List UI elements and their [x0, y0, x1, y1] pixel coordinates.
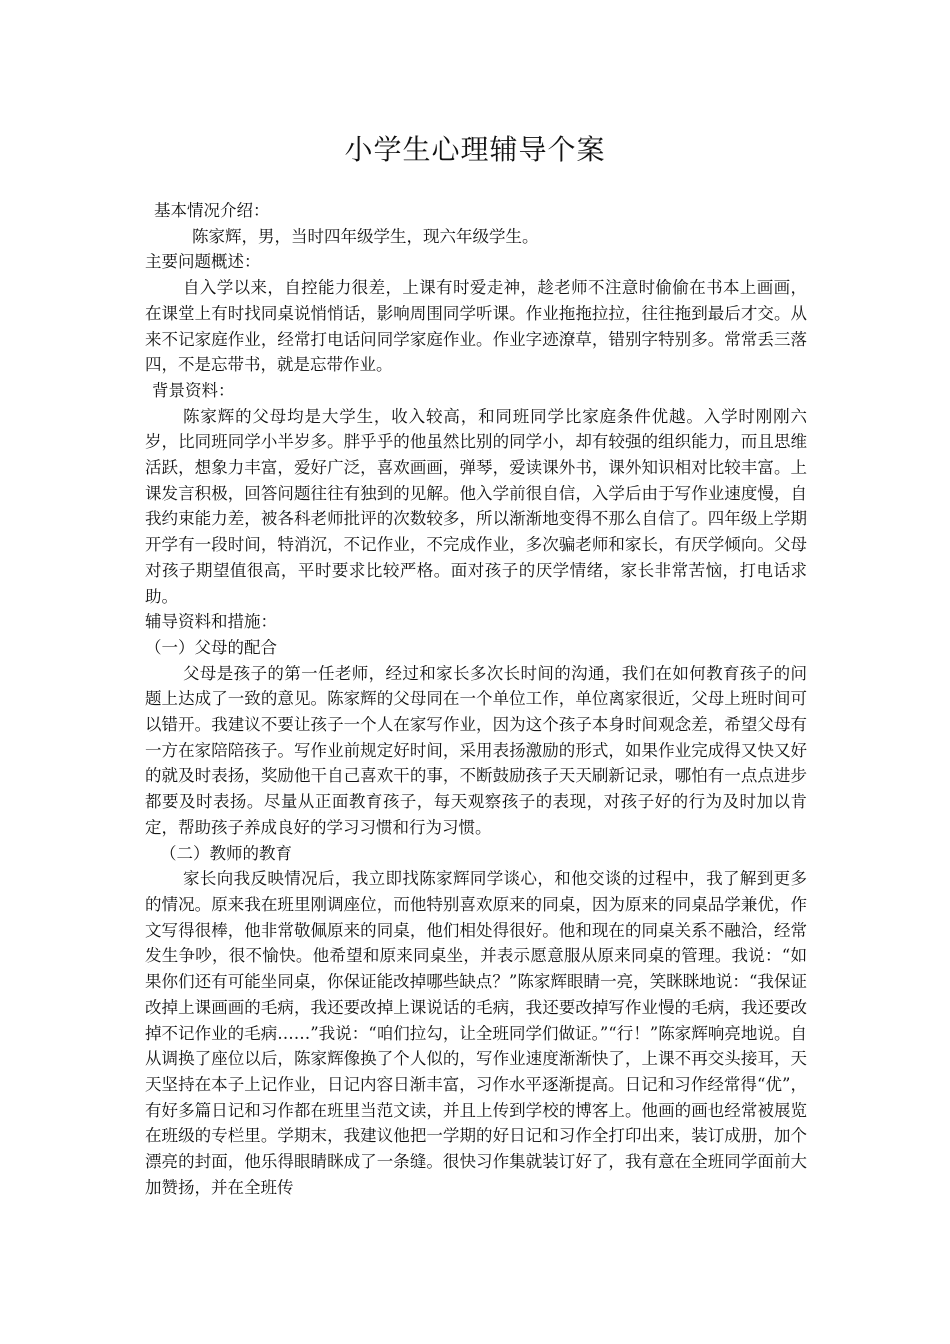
problem-paragraph: 自入学以来，自控能力很差，上课有时爱走神，趁老师不注意时偷偷在书本上画画，在课堂上有时找同桌说悄悄话，影响周围同学听课。作业拖拖拉拉，往往拖到最后才交。从来不记家庭作业，经常打电话问同学家庭作业。作业字迹潦草，错别字特别多。常常丢三落四，不是忘带书，就是忘带作业。: [145, 278, 807, 375]
section1-heading: （一）父母的配合: [145, 637, 277, 657]
background-heading: 背景资料：: [152, 380, 235, 400]
document-title: 小学生心理辅导个案: [344, 133, 606, 166]
background-paragraph: 陈家辉的父母均是大学生，收入较高，和同班同学比家庭条件优越。入学时刚刚六岁，比同班同学小半岁多。胖乎乎的他虽然比别的同学小，却有较强的组织能力，而且思维活跃，想象力丰富，爱好广泛，喜欢画画，弹琴，爱读课外书，课外知识相对比较丰富。上课发言积极，回答问题往往有独到的见解。他入学前很自信，入学后由于写作业速度慢，自我约束能力差，被各科老师批评的次数较多，所以渐渐地变得不那么自信了。四年级上学期开学有一段时间，特消沉，不记作业，不完成作业，多次骗老师和家长，有厌学倾向。父母对孩子期望值很高，平时要求比较严格。面对孩子的厌学情绪，家长非常苦恼，打电话求助。: [145, 406, 807, 606]
document-body: [145, 198, 807, 1200]
problem-heading: 主要问题概述：: [145, 252, 261, 272]
measures-heading: 辅导资料和措施：: [145, 612, 277, 632]
section2-paragraph: 家长向我反映情况后，我立即找陈家辉同学谈心，和他交谈的过程中，我了解到更多的情况。原来我在班里刚调座位，而他特别喜欢原来的同桌，因为原来的同桌品学兼优，作文写得很棒，他非常敬佩原来的同桌，他们相处得很好。他和现在的同桌关系不融洽，经常发生争吵，很不愉快。他希望和原来同桌坐，并表示愿意服从原来同桌的管理。我说：“如果你们还有可能坐同桌，你保证能改掉哪些缺点？”陈家辉眼睛一亮，笑眯眯地说：“我保证改掉上课画画的毛病，我还要改掉上课说话的毛病，我还要改掉写作业慢的毛病，我还要改掉不记作业的毛病……”我说：“咱们拉勾，让全班同学们做证。”“行！”陈家辉响亮地说。自从调换了座位以后，陈家辉像换了个人似的，写作业速度渐渐快了，上课不再交头接耳，天天坚持在本子上记作业，日记内容日渐丰富，习作水平逐渐提高。日记和习作经常得“优”，有好多篇日记和习作都在班里当范文读，并且上传到学校的博客上。他画的画也经常被展览在班级的专栏里。学期末，我建议他把一学期的好日记和习作全打印出来，装订成册，加个漂亮的封面，他乐得眼睛眯成了一条缝。很快习作集就装订好了，我有意在全班同学面前大加赞扬，并在全班传: [145, 869, 807, 1197]
basic-info-text: 陈家辉，男，当时四年级学生，现六年级学生。: [192, 226, 539, 246]
basic-info-heading: 基本情况介绍：: [154, 201, 270, 220]
section2-heading: （二）教师的教育: [160, 843, 292, 863]
section1-paragraph: 父母是孩子的第一任老师，经过和家长多次长时间的沟通，我们在如何教育孩子的问题上达成了一致的意见。陈家辉的父母同在一个单位工作，单位离家很近，父母上班时间可以错开。我建议不要让孩子一个人在家写作业，因为这个孩子本身时间观念差，希望父母有一方在家陪陪孩子。写作业前规定好时间，采用表扬激励的形式，如果作业完成得又快又好的就及时表扬，奖励他干自己喜欢干的事，不断鼓励孩子天天刷新记录，哪怕有一点点进步都要及时表扬。尽量从正面教育孩子，每天观察孩子的表现，对孩子好的行为及时加以肯定，帮助孩子养成良好的学习习惯和行为习惯。: [145, 663, 807, 837]
